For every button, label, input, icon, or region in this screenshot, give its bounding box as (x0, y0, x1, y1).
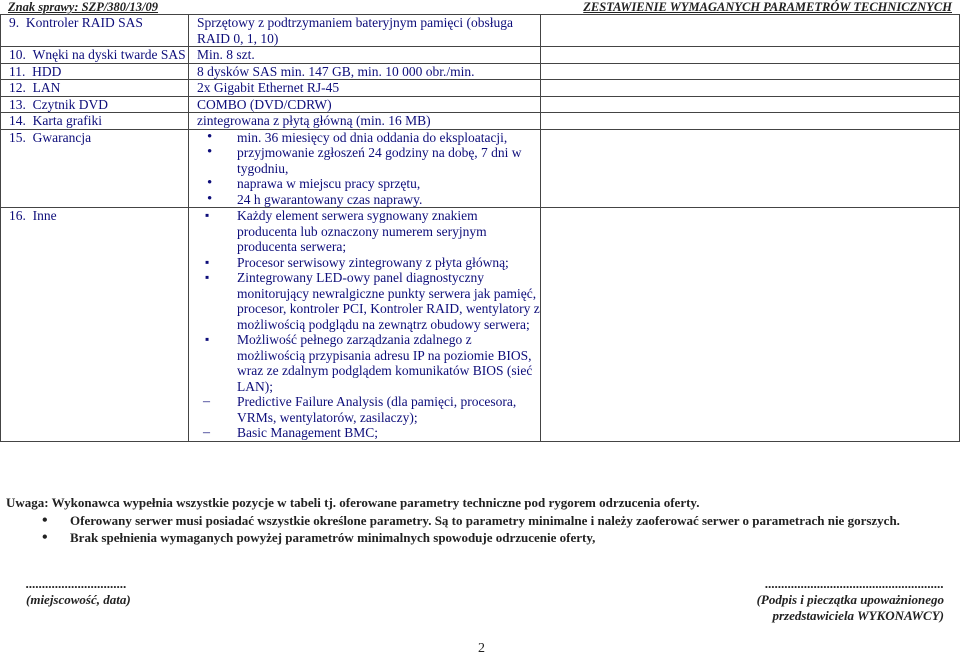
dotted-line: ............................... (26, 576, 127, 591)
offered-value-cell[interactable] (541, 47, 960, 64)
offered-value-cell[interactable] (541, 113, 960, 130)
offered-value-cell[interactable] (541, 63, 960, 80)
other-requirements-list (197, 208, 540, 441)
row-name: Czytnik DVD (32, 96, 108, 112)
row-number: 12. (9, 80, 26, 95)
offered-value-cell[interactable] (541, 15, 960, 47)
row-value: zintegrowana z płytą główną (min. 16 MB) (189, 113, 541, 130)
footer-notes (6, 494, 900, 547)
row-name: LAN (32, 80, 61, 95)
row-value: Min. 8 szt. (189, 47, 541, 64)
table-row (1, 63, 960, 80)
row-value: 2x Gigabit Ethernet RJ-45 (189, 80, 541, 97)
row-number: 16. (9, 208, 26, 223)
note-text: Uwaga: Wykonawca wypełnia wszystkie pozycje w tabeli tj. oferowane parametry techniczne pod rygorem odrzucenia oferty. (6, 495, 700, 510)
row-number: 14. (9, 113, 26, 128)
case-number: Znak sprawy: SZP/380/13/09 (8, 0, 159, 14)
row-number: 10. (9, 47, 26, 62)
table-row (1, 96, 960, 113)
list-item: ▪ Każdy element serwera sygnowany znakiem producenta lub oznaczony numerem seryjnym producenta serwera; (197, 208, 540, 255)
table-row (1, 129, 960, 208)
table-row (1, 47, 960, 64)
signature-label-line-1: (Podpis i pieczątka upoważnionego (756, 592, 944, 607)
row-value: COMBO (DVD/CDRW) (189, 96, 541, 113)
table-row (1, 208, 960, 442)
warranty-list (197, 130, 540, 208)
footer-bullet-list (6, 512, 900, 547)
list-item: ▪ Możliwość pełnego zarządzania zdalnego z możliwością przypisania adresu IP na poziomie BIOS, wraz ze zdalnym podglądem komunikatów BIOS (sieć LAN); (197, 332, 540, 394)
list-item: • naprawa w miejscu pracy sprzętu, (197, 176, 540, 192)
table-row (1, 113, 960, 130)
row-name: Wnęki na dyski twarde SAS (32, 47, 186, 62)
list-item: – Predictive Failure Analysis (dla pamięci, procesora, VRMs, wentylatorów, zasilaczy); (197, 394, 540, 425)
list-item: • przyjmowanie zgłoszeń 24 godziny na dobę, 7 dni w tygodniu, (197, 145, 540, 176)
page-number: 2 (478, 641, 485, 656)
offered-value-cell[interactable] (541, 208, 960, 442)
row-value: 8 dysków SAS min. 147 GB, min. 10 000 obr./min. (189, 63, 541, 80)
contractor-signature (757, 576, 944, 624)
row-number: 15. (9, 129, 26, 145)
page-header (8, 0, 952, 14)
offered-value-cell[interactable] (541, 129, 960, 208)
table-row (1, 15, 960, 47)
row-name: Karta grafiki (32, 113, 102, 128)
offered-value-cell[interactable] (541, 80, 960, 97)
parameters-table (0, 14, 960, 442)
list-item: • Brak spełnienia wymaganych powyżej parametrów minimalnych spowoduje odrzucenie oferty, (6, 529, 900, 547)
row-value: Sprzętowy z podtrzymaniem bateryjnym pamięci (obsługa RAID 0, 1, 10) (189, 15, 541, 47)
place-date-label: (miejscowość, data) (26, 592, 131, 607)
list-item: • Oferowany serwer musi posiadać wszystkie określone parametry. Są to parametry minimalne i należy zaoferować serwer o parametrach nie gorszych. (6, 512, 900, 530)
row-name: Gwarancja (32, 129, 92, 145)
dotted-line: ....................................................... (765, 576, 944, 591)
list-item: ▪ Zintegrowany LED-owy panel diagnostyczny monitorujący newralgiczne punkty serwera jak pamięć, procesor, kontroler PCI, Kontroler RAID, wentylatory z możliwością podglądu na zewnątrz obudowy serwera; (197, 270, 540, 332)
list-item: • 24 h gwarantowany czas naprawy. (197, 192, 540, 208)
row-name: HDD (32, 63, 62, 79)
row-number: 9. (9, 15, 20, 30)
row-number: 11. (9, 63, 26, 79)
list-item: – Basic Management BMC; (197, 425, 540, 441)
row-name: Inne (32, 208, 57, 223)
row-name: Kontroler RAID SAS (25, 15, 143, 30)
offered-value-cell[interactable] (541, 96, 960, 113)
section-title: ZESTAWIENIE WYMAGANYCH PARAMETRÓW TECHNICZNYCH (583, 0, 952, 14)
place-date-signature (26, 576, 131, 608)
table-row (1, 80, 960, 97)
row-number: 13. (9, 96, 26, 112)
list-item: ▪ Procesor serwisowy zintegrowany z płyta główną; (197, 255, 540, 271)
signature-label-line-2: przedstawiciela WYKONAWCY) (772, 608, 944, 623)
list-item: • min. 36 miesięcy od dnia oddania do eksploatacji, (197, 130, 540, 146)
